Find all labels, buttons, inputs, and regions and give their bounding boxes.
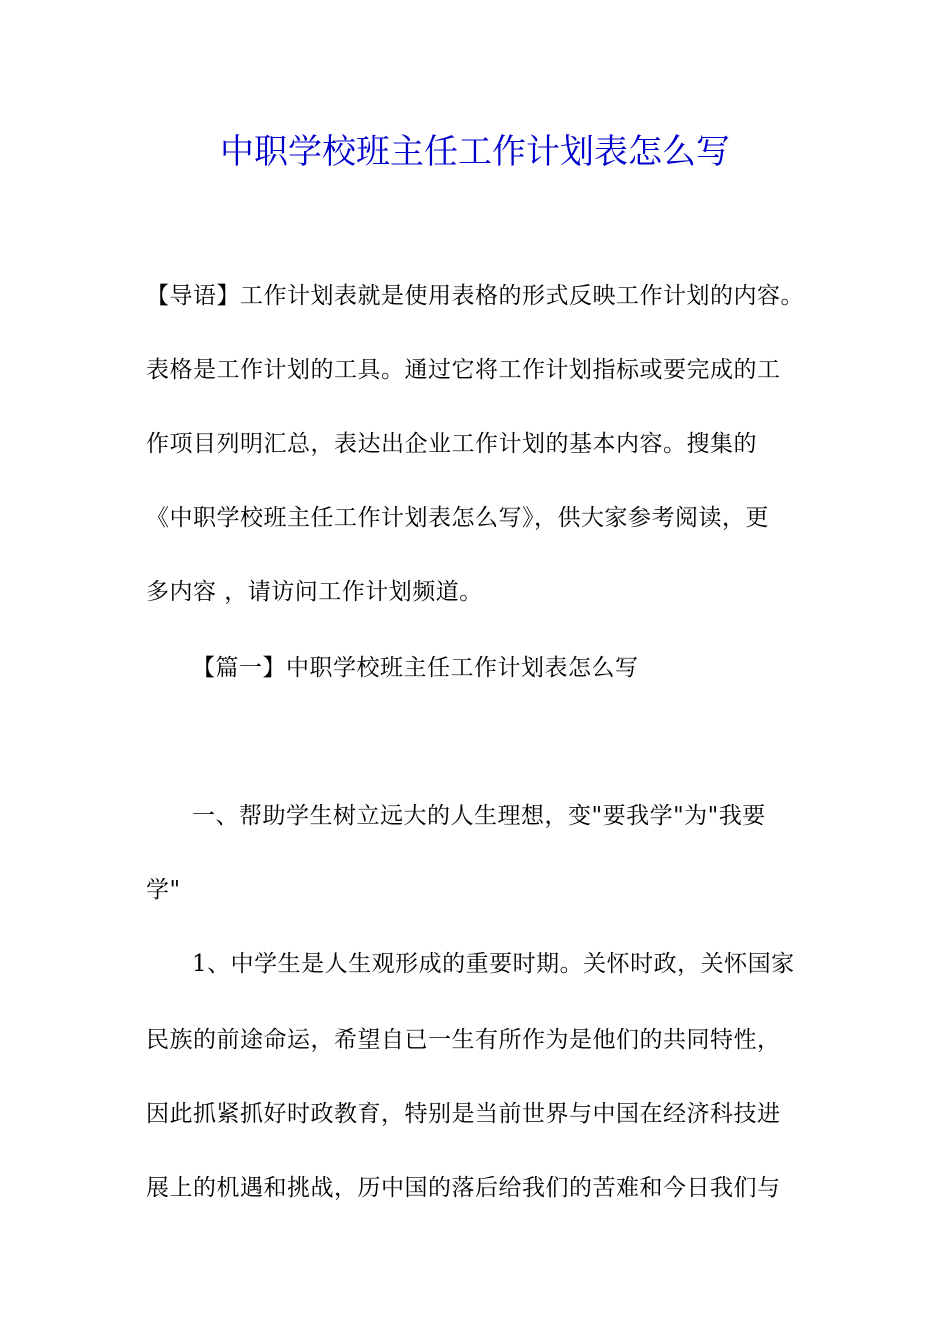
document-title: 中职学校班主任工作计划表怎么写 bbox=[220, 132, 730, 172]
body-line-1: 1、中学生是人生观形成的重要时期。关怀时政，关怀国家 bbox=[192, 951, 795, 977]
point-heading-line-1: 一、帮助学生树立远大的人生理想，变"要我学"为"我要 bbox=[192, 803, 766, 829]
body-line-3: 因此抓紧抓好时政教育，特别是当前世界与中国在经济科技进 bbox=[146, 1101, 781, 1127]
intro-line-1: 【导语】工作计划表就是使用表格的形式反映工作计划的内容。 bbox=[146, 283, 804, 309]
intro-line-5: 多内容 ，请访问工作计划频道。 bbox=[146, 579, 483, 605]
point-heading-line-2: 学" bbox=[146, 877, 181, 903]
section-heading: 【篇一】中职学校班主任工作计划表怎么写 bbox=[192, 655, 639, 681]
body-line-2: 民族的前途命运，希望自已一生有所作为是他们的共同特性， bbox=[146, 1027, 781, 1053]
intro-line-2: 表格是工作计划的工具。通过它将工作计划指标或要完成的工 bbox=[146, 357, 781, 383]
intro-line-3: 作项目列明汇总，表达出企业工作计划的基本内容。搜集的 bbox=[146, 431, 757, 457]
intro-line-4: 《中职学校班主任工作计划表怎么写》，供大家参考阅读，更 bbox=[146, 505, 769, 531]
body-line-4: 展上的机遇和挑战，历中国的落后给我们的苦难和今日我们与 bbox=[146, 1175, 781, 1201]
